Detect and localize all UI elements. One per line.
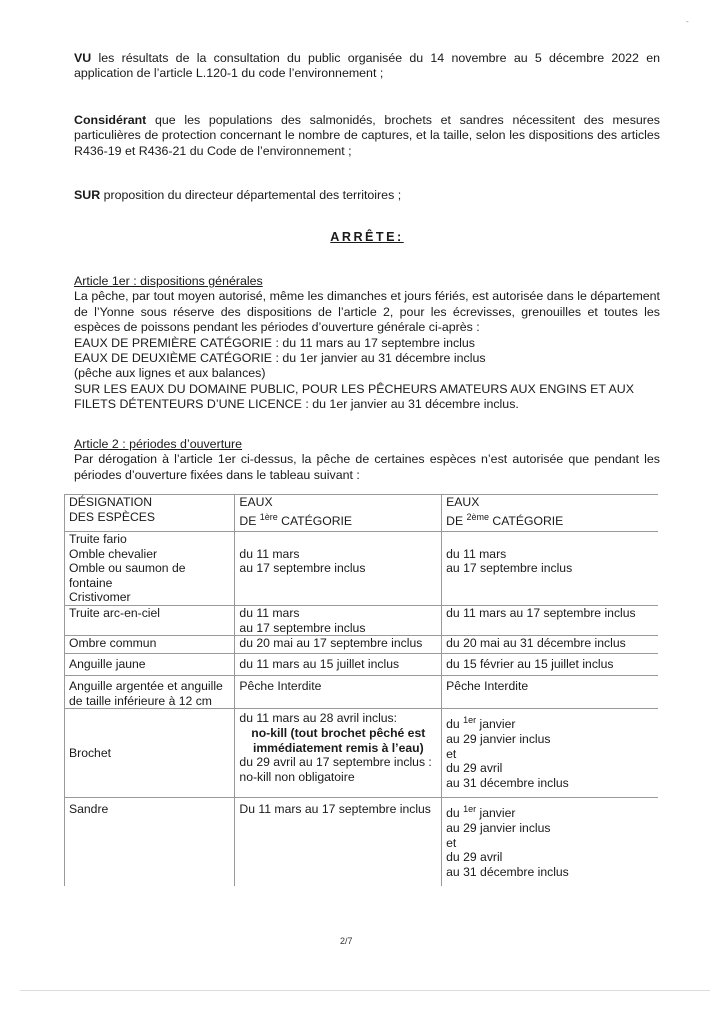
species-omble-chevalier: Omble chevalier [69,546,158,561]
period-first-category: du 11 mars au 15 juillet inclus [235,654,442,676]
header-second-sup: 2ème [466,511,489,522]
considerant-text: que les populations des salmonidés, brochets et sandres nécessitent des mesures particulières de protection concernant le nombre de captures, et la taille, selon les dispositions des articles R436-19 et R436-21 du Code de l’environnement ; [74,113,660,158]
species-cell: Sandre [65,798,235,887]
period-du: du [446,806,464,821]
article-1-heading: Article 1er : dispositions générales [74,274,263,288]
header-second-cat: CATÉGORIE [489,513,564,528]
header-second-category-line2 [446,510,654,529]
period-line: au 29 janvier inclus [446,820,551,835]
article-2-text: Par dérogation à l’article 1er ci-dessus, la pêche de certaines espèces n’est autorisée que pendant les périodes d’ouverture fixées dans le tableau suivant : [74,452,660,482]
table-row [65,798,659,887]
header-species-line2: DES ESPÈCES [69,509,156,524]
period-line: du 29 avril [446,850,503,865]
table-row [65,709,659,798]
opening-periods-table [64,494,658,886]
period-line: au 17 septembre inclus [446,561,573,576]
header-first-de: DE [239,513,260,528]
period-line: au 31 décembre inclus [446,864,569,879]
species-cristivomer: Cristivomer [69,590,131,605]
sur-paragraph [74,188,660,203]
header-first-category-line2 [239,510,437,529]
period-sup: 1er [463,715,477,726]
period-line: du 11 mars au 28 avril inclus: [239,711,398,726]
scan-mark: - [686,17,689,26]
species-cell: Anguille argentée et anguille de taille inférieure à 12 cm [65,676,235,709]
header-species-line1: DÉSIGNATION [69,495,153,509]
considerant-lead: Considérant [74,113,147,127]
period-line: et [446,835,457,850]
period-line: et [446,746,457,761]
considerant-paragraph [74,113,660,159]
species-truite-fario: Truite fario [69,532,127,546]
period-line: au 29 janvier inclus [446,731,551,746]
period-second-category: du 11 mars au 17 septembre inclus [442,605,658,635]
article-1-text: La pêche, par tout moyen autorisé, même les dimanches et jours fériés, est autorisée dans le département de l’Yonne sous réserve des dispositions de l’article 2, pour les écrevisses, grenouilles et toutes les espèces de poissons pendant les périodes d’ouverture générale ci-après : [74,289,660,335]
period-second-category: du 20 mai au 31 décembre inclus [442,636,658,654]
header-first-cat: CATÉGORIE [277,513,353,528]
period-second-category: du 15 février au 15 juillet inclus [442,654,658,676]
period-line: au 31 décembre inclus [446,775,569,790]
arrete-title: ARRÊTE: [330,230,404,244]
period-line: au 17 septembre inclus [239,561,366,576]
header-species [65,495,235,532]
article-2-heading: Article 2 : périodes d’ouverture [74,437,243,451]
period-second-category [442,532,658,606]
table-row [65,605,659,635]
table-row [65,532,659,606]
period-second-category: Pêche Interdite [442,676,658,709]
header-second-category-line1: EAUX [446,495,480,509]
species-omble-fontaine: Omble ou saumon de fontaine [69,561,186,590]
period-first-category [235,605,442,635]
arrete-title-wrap [74,230,660,245]
header-first-category [235,495,442,532]
period-janvier: janvier [476,806,516,821]
species-cell: Truite arc-en-ciel [65,605,235,635]
period-line: du 29 avril [446,761,503,776]
period-first-category [235,532,442,606]
period-second-category [442,798,658,887]
header-first-category-line1: EAUX [239,495,273,509]
header-second-category [442,495,658,532]
article-2 [74,437,660,483]
species-cell: Ombre commun [65,636,235,654]
page-number: 2/7 [340,936,353,946]
period-sup: 1er [463,804,477,815]
table-header-row [65,495,659,532]
article-1-line-public-domain: SUR LES EAUX DU DOMAINE PUBLIC, POUR LES PÊCHEURS AMATEURS AUX ENGINS ET AUX FILETS DÉTENTEURS D’UNE LICENCE : du 1er janvier au 31 décembre inclus. [74,381,635,412]
vu-text: les résultats de la consultation du public organisée du 14 novembre au 5 décembre 2022 en application de l’article L.120-1 du code l’environnement ; [74,51,660,81]
period-line: du 11 mars [239,546,300,561]
period-janvier: janvier [476,717,516,732]
period-first-category [235,709,442,798]
period-line: du 29 avril au 17 septembre inclus : no-kill non obligatoire [239,755,432,784]
header-first-sup: 1ère [259,511,278,522]
article-1-line-lines: (pêche aux lignes et aux balances) [74,366,266,381]
sur-lead: SUR [74,188,101,202]
article-1 [74,274,660,413]
scan-edge-line [20,990,710,991]
species-cell: Anguille jaune [65,654,235,676]
period-second-category [442,709,658,798]
period-first-category: Du 11 mars au 17 septembre inclus [235,798,442,887]
no-kill-notice: no-kill (tout brochet pêché est immédiatement remis à l’eau) [251,725,426,755]
period-first-category: du 20 mai au 17 septembre inclus [235,636,442,654]
table-row [65,654,659,676]
period-line [446,802,654,821]
table-row [65,676,659,709]
article-1-line-second-category: EAUX DE DEUXIÈME CATÉGORIE : du 1er janvier au 31 décembre inclus [74,351,486,366]
period-first-category: Pêche Interdite [235,676,442,709]
period-line: du 11 mars [446,546,507,561]
species-cell: Brochet [65,709,235,798]
species-cell [65,532,235,606]
vu-lead: VU [74,51,92,65]
period-line: au 17 septembre inclus [239,620,366,635]
table-row [65,636,659,654]
period-line: du 11 mars [239,605,300,620]
header-second-de: DE [446,513,467,528]
period-du: du [446,717,464,732]
vu-paragraph [74,51,660,82]
period-line [446,713,654,732]
article-1-line-first-category: EAUX DE PREMIÈRE CATÉGORIE : du 11 mars au 17 septembre inclus [74,335,476,350]
sur-text: proposition du directeur départemental des territoires ; [100,188,402,202]
